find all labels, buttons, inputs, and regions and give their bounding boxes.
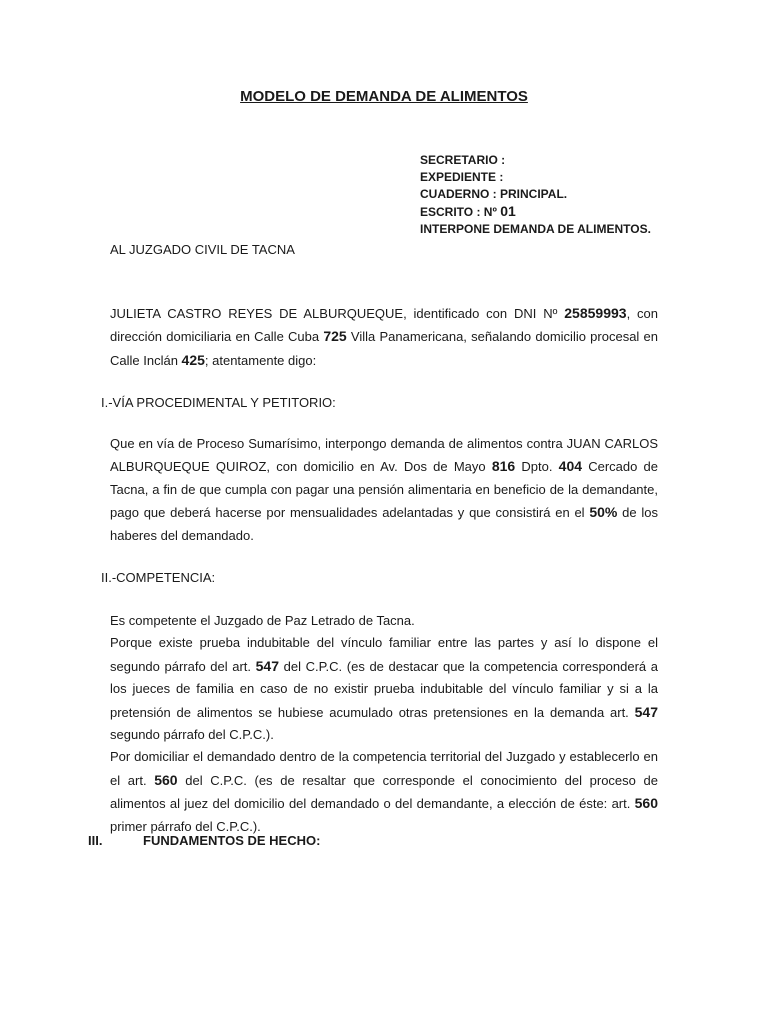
s2-paragraph-1: Es competente el Juzgado de Paz Letrado de Tacna. [110, 613, 415, 628]
cuaderno-line: CUADERNO : PRINCIPAL. [420, 187, 568, 201]
procesal-number: 425 [181, 351, 205, 368]
expediente-line: EXPEDIENTE : [420, 170, 504, 184]
escrito-line [420, 203, 651, 221]
addressee: AL JUZGADO CIVIL DE TACNA [110, 242, 295, 257]
escrito-number: 01 [500, 203, 516, 219]
street-number: 725 [323, 328, 347, 345]
s2p3-number-1: 560 [154, 771, 178, 788]
s2p3-text-2: del C.P.C. (es de resaltar que corresponde el conocimiento del proceso de alimentos al juez del domicilio del demandado o del demandante, a elección de éste: art. [110, 772, 658, 812]
s1-text-1: Que en vía de Proceso Sumarísimo, interpongo demanda de alimentos contra JUAN CARLOS ALBURQUEQUE QUIROZ, con domicilio en Av. Dos de Mayo [110, 436, 658, 475]
section-2-body [110, 610, 658, 838]
section-1-paragraph [110, 433, 658, 547]
escrito-label: ESCRITO : Nº [420, 205, 497, 219]
document-title: MODELO DE DEMANDA DE ALIMENTOS [240, 88, 528, 105]
intro-text-4: ; atentamente digo: [204, 352, 317, 368]
s2p2-number-1: 547 [255, 657, 279, 674]
intro-text-2: , con dirección domiciliaria en Calle Cuba [110, 306, 658, 345]
secretario-line: SECRETARIO : [420, 153, 506, 167]
s2p3-number-2: 560 [634, 795, 658, 812]
s1-text-3: Cercado de Tacna, a fin de que cumpla con pagar una pensión alimentaria en beneficio de la demandante, pago que deberá hacerse por mensualidades adelantadas y que consistirá en el [110, 459, 658, 521]
s2p2-number-2: 547 [634, 703, 658, 720]
s1-number-1: 816 [491, 458, 516, 475]
s2-paragraph-3 [110, 746, 658, 838]
s1-text-4: de los haberes del demandado. [110, 505, 658, 543]
s1-number-2: 404 [558, 458, 583, 475]
s2p3-text-1: Por domiciliar el demandado dentro de la competencia territorial del Juzgado y establecerlo en el art. [110, 749, 658, 788]
intro-text-1: JULIETA CASTRO REYES DE ALBURQUEQUE, identificado con DNI Nº [110, 306, 565, 321]
interpone-line: INTERPONE DEMANDA DE ALIMENTOS. [420, 222, 651, 236]
section-3-numeral: III. [88, 833, 103, 848]
section-2-heading: II.-COMPETENCIA: [101, 570, 216, 585]
s1-percent: 50% [589, 504, 618, 521]
s2p2-text-1: Porque existe prueba indubitable del vínculo familiar entre las partes y así lo dispone el segundo párrafo del art. [110, 635, 658, 674]
case-header [420, 152, 651, 238]
s1-text-2: Dpto. [515, 459, 559, 475]
s2p3-text-3: primer párrafo del C.P.C.). [110, 818, 261, 834]
dni-number: 25859993 [564, 305, 627, 321]
section-3-title: FUNDAMENTOS DE HECHO: [143, 833, 321, 848]
section-3-heading [88, 833, 320, 848]
s2p2-text-2: del C.P.C. (es de destacar que la competencia corresponderá a los jueces de familia en caso de no existir prueba indubitable del vínculo familiar y si a la pretensión de alimentos se hubiese acumulado otras pretensiones en la demanda art. [110, 658, 658, 720]
intro-paragraph [110, 302, 658, 372]
s2-paragraph-2 [110, 632, 658, 746]
section-1-heading: I.-VÍA PROCEDIMENTAL Y PETITORIO: [101, 395, 336, 410]
s2p2-text-3: segundo párrafo del C.P.C.). [110, 727, 274, 743]
intro-text-3: Villa Panamericana, señalando domicilio procesal en Calle Inclán [110, 329, 658, 368]
